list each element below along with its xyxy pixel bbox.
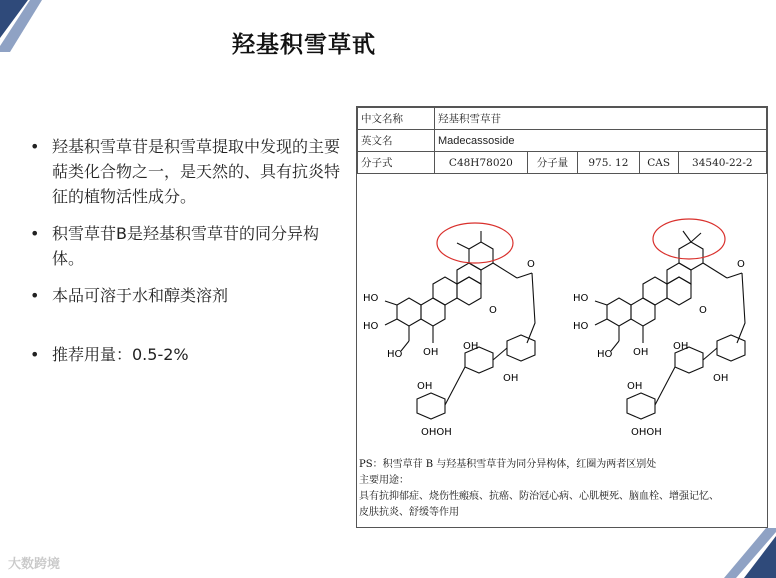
o-label: O bbox=[699, 305, 707, 316]
corner-decoration-bottom-right bbox=[706, 528, 776, 578]
bullet-text: 本品可溶于水和醇类溶剂 bbox=[52, 286, 229, 305]
oh-label: OH bbox=[463, 341, 479, 352]
ps-note: PS：积雪草苷 B 与羟基积雪草苷为同分异构体，红圈为两者区别处 bbox=[359, 459, 657, 470]
bullet-list bbox=[30, 134, 340, 379]
mw-value: 975. 12 bbox=[578, 152, 640, 174]
oh-label: OH bbox=[673, 341, 689, 352]
uses-label: 主要用途： bbox=[359, 475, 409, 486]
ho-label: HO bbox=[573, 321, 589, 332]
o-label: O bbox=[489, 305, 497, 316]
bullet-item bbox=[30, 221, 340, 271]
molecule-madecassoside bbox=[385, 231, 535, 419]
cas-label: CAS bbox=[639, 152, 678, 174]
oh-label: OH bbox=[423, 347, 439, 358]
compound-info-table bbox=[357, 107, 767, 174]
bullet-marker: • bbox=[30, 224, 40, 243]
oh-label: OH bbox=[503, 373, 519, 384]
difference-highlight-left bbox=[437, 223, 513, 263]
o-label: O bbox=[527, 259, 535, 270]
en-name-label: 英文名 bbox=[358, 130, 435, 152]
o-label: O bbox=[737, 259, 745, 270]
oh-label: OH bbox=[417, 381, 433, 392]
notes bbox=[359, 457, 763, 521]
bullet-marker: • bbox=[30, 286, 40, 305]
cn-name-value: 羟基积雪草苷 bbox=[435, 108, 767, 130]
cn-name-label: 中文名称 bbox=[358, 108, 435, 130]
oh-label: OH bbox=[633, 347, 649, 358]
bullet-text: 积雪草苷B是羟基积雪草苷的同分异构体。 bbox=[52, 224, 319, 268]
ho-label: HO bbox=[387, 349, 403, 360]
slide-title: 羟基积雪草甙 bbox=[232, 32, 376, 58]
formula-label: 分子式 bbox=[358, 152, 435, 174]
bullet-marker: • bbox=[30, 137, 40, 156]
ohoh-label: OHOH bbox=[421, 427, 452, 438]
en-name-value: Madecassoside bbox=[435, 130, 767, 152]
cas-value: 34540-22-2 bbox=[678, 152, 766, 174]
uses-line: 皮肤抗炎、舒缓等作用 bbox=[359, 507, 459, 518]
uses-line: 具有抗抑郁症、烧伤性瘢痕、抗癌、防治冠心病、心肌梗死、脑血栓、增强记忆、 bbox=[359, 491, 719, 502]
corner-decoration-top-left bbox=[0, 0, 60, 60]
molecule-asiaticoside-b bbox=[595, 231, 745, 419]
ohoh-label: OHOH bbox=[631, 427, 662, 438]
mw-label: 分子量 bbox=[527, 152, 577, 174]
oh-label: OH bbox=[627, 381, 643, 392]
bullet-item bbox=[30, 134, 340, 209]
ho-label: HO bbox=[597, 349, 613, 360]
bullet-marker: • bbox=[30, 345, 40, 364]
ho-label: HO bbox=[363, 321, 379, 332]
bullet-text: 羟基积雪草苷是积雪草提取中发现的主要萜类化合物之一，是天然的、具有抗炎特征的植物活性成分。 bbox=[52, 137, 341, 206]
formula-value: C48H78020 bbox=[435, 152, 528, 174]
ho-label: HO bbox=[363, 293, 379, 304]
compound-info-panel bbox=[356, 106, 768, 528]
ho-label: HO bbox=[573, 293, 589, 304]
bullet-item bbox=[30, 283, 340, 308]
watermark-logo: 大数跨境 bbox=[8, 557, 61, 572]
bullet-item bbox=[30, 342, 340, 367]
bullet-text: 推荐用量：0.5-2% bbox=[52, 345, 189, 364]
molecule-structures bbox=[357, 183, 767, 453]
oh-label: OH bbox=[713, 373, 729, 384]
